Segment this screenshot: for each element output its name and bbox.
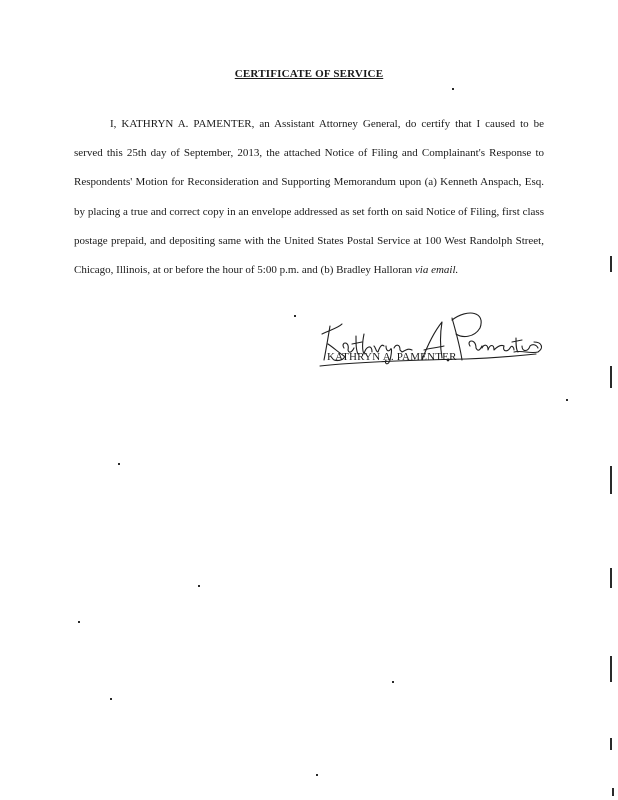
scan-mark bbox=[78, 621, 80, 623]
certificate-body bbox=[74, 110, 544, 285]
scan-mark bbox=[198, 585, 200, 587]
scan-mark bbox=[316, 774, 318, 776]
scan-mark bbox=[452, 88, 454, 90]
signatory-name: KATHRYN A. PAMENTER bbox=[327, 351, 457, 363]
scan-mark bbox=[610, 656, 612, 682]
scan-mark bbox=[118, 463, 120, 465]
scan-mark bbox=[566, 399, 568, 401]
scan-mark bbox=[610, 466, 612, 494]
scan-mark bbox=[110, 698, 112, 700]
scan-mark bbox=[610, 568, 612, 588]
handwritten-signature bbox=[316, 304, 546, 374]
scan-mark bbox=[610, 738, 612, 750]
document-title: CERTIFICATE OF SERVICE bbox=[234, 68, 384, 80]
scan-mark bbox=[392, 681, 394, 683]
certificate-body-text: I, KATHRYN A. PAMENTER, an Assistant Attorney General, do certify that I caused to be served this 25th day of September, 2013, the attached Notice of Filing and Complainant's Response to Respondents' Motion for Reconsideration and Supporting Memorandum upon (a) Kenneth Anspach, Esq. by placing a true and correct copy in an envelope addressed as set forth on said Notice of Filing, first class postage prepaid, and depositing same with the United States Postal Service at 100 West Randolph Street, Chicago, Illinois, at or before the hour of 5:00 p.m. and (b) Bradley Halloran bbox=[74, 118, 544, 277]
scan-mark bbox=[610, 256, 612, 272]
scan-mark bbox=[612, 788, 614, 796]
scan-mark bbox=[610, 366, 612, 388]
scan-mark bbox=[294, 315, 296, 317]
service-method: via email. bbox=[414, 264, 459, 277]
